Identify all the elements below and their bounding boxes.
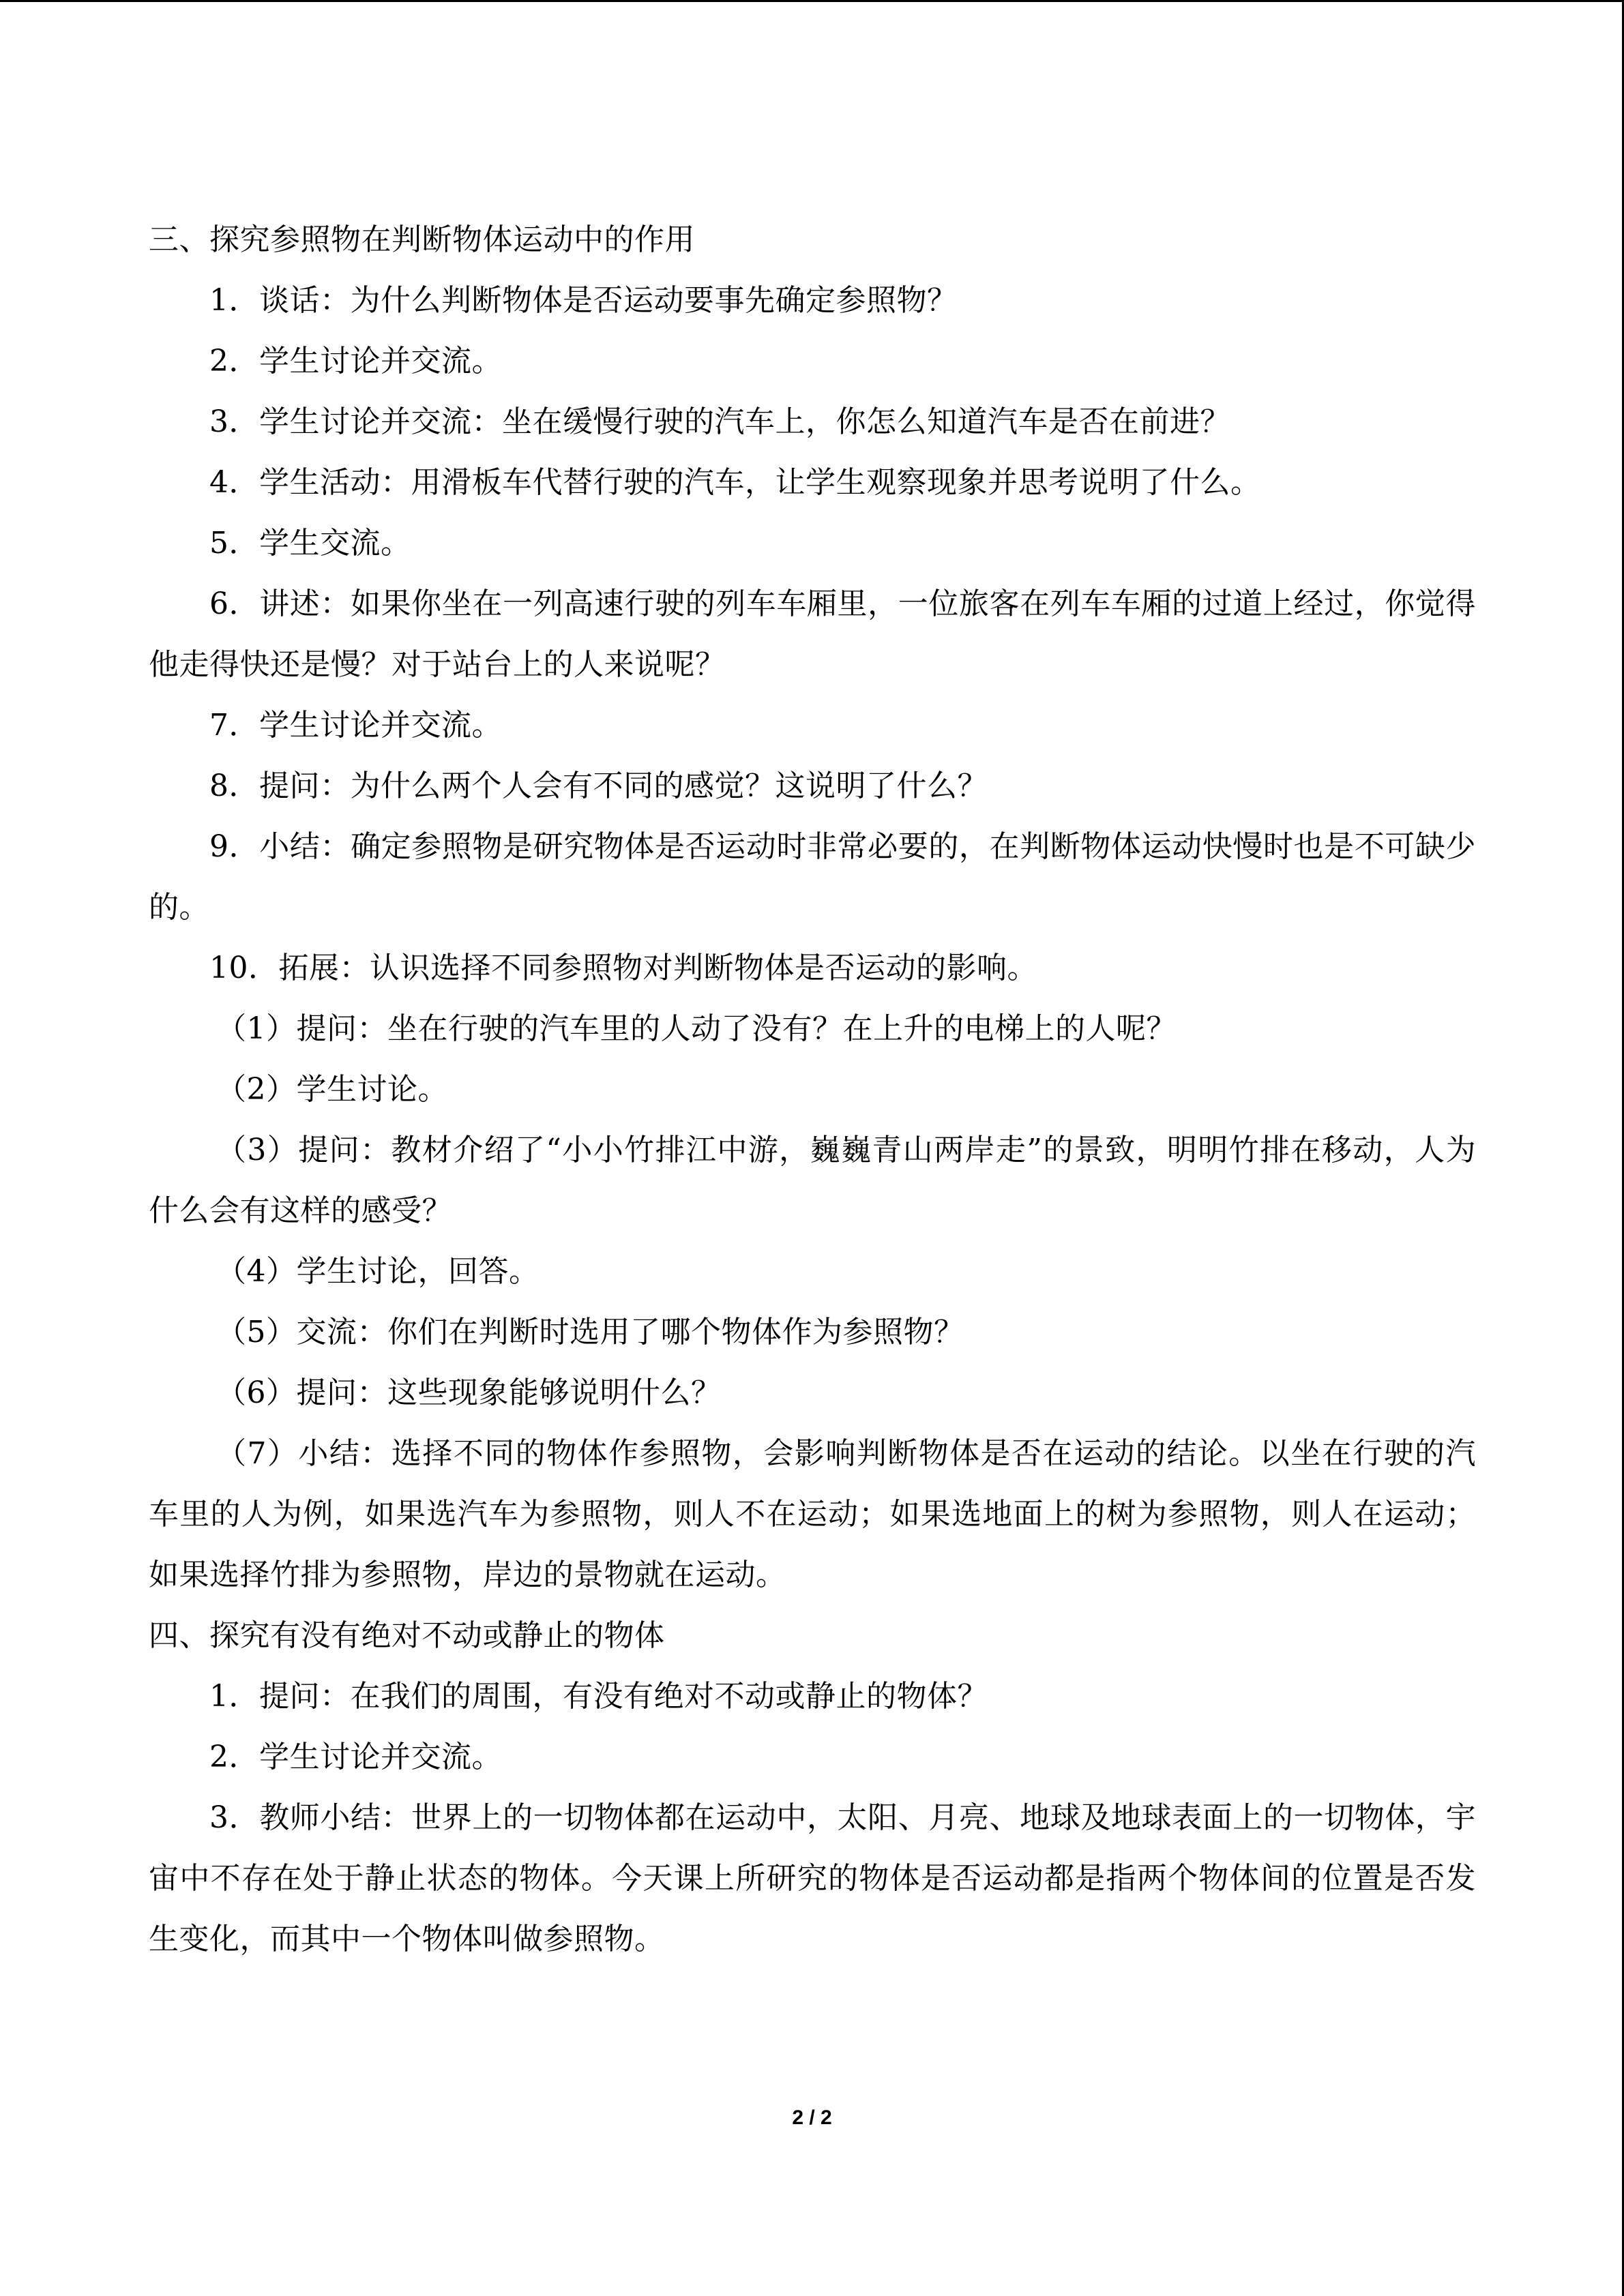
list-item: 4．学生活动：用滑板车代替行驶的汽车，让学生观察现象并思考说明了什么。 [209,465,1261,500]
list-item: 1．提问：在我们的周围，有没有绝对不动或静止的物体？ [209,1679,988,1714]
sub-list-item: （5）交流：你们在判断时选用了哪个物体作为参照物？ [216,1315,964,1350]
list-item: 3．学生讨论并交流：坐在缓慢行驶的汽车上，你怎么知道汽车是否在前进？ [209,404,1230,439]
page-number: 2 / 2 [792,2106,832,2129]
list-item: 5．学生交流。 [209,526,411,561]
sub-list-item: （1）提问：坐在行驶的汽车里的人动了没有？在上升的电梯上的人呢？ [216,1011,1177,1046]
list-item: 10．拓展：认识选择不同参照物对判断物体是否运动的影响。 [209,951,1037,985]
list-item: 9．小结：确定参照物是研究物体是否运动时非常必要的，在判断物体运动快慢时也是不可缺少的。 [149,829,1476,925]
list-item: 7．学生讨论并交流。 [209,708,502,743]
sub-list-item: （6）提问：这些现象能够说明什么？ [216,1375,722,1410]
list-item: 3．教师小结：世界上的一切物体都在运动中，太阳、月亮、地球及地球表面上的一切物体，宇宙中不存在处于静止状态的物体。今天课上所研究的物体是否运动都是指两个物体间的位置是否发生变化，而其中一个物体叫做参照物。 [149,1800,1476,1956]
section-heading-4: 四、探究有没有绝对不动或静止的物体 [149,1618,665,1653]
sub-list-item: （4）学生讨论，回答。 [216,1254,540,1289]
sub-list-item: （7）小结：选择不同的物体作参照物，会影响判断物体是否在运动的结论。以坐在行驶的汽车里的人为例，如果选汽车为参照物，则人不在运动；如果选地面上的树为参照物，则人在运动；如果选择竹排为参照物，岸边的景物就在运动。 [149,1436,1476,1592]
list-item: 8．提问：为什么两个人会有不同的感觉？这说明了什么？ [209,769,988,803]
list-item: 2．学生讨论并交流。 [209,344,502,378]
sub-list-item: （3）提问：教材介绍了“小小竹排江中游，巍巍青山两岸走”的景致，明明竹排在移动，人为什么会有这样的感受？ [149,1133,1476,1228]
sub-list-item: （2）学生讨论。 [216,1072,448,1107]
document-body [149,209,1476,1969]
list-item: 6．讲述：如果你坐在一列高速行驶的列车车厢里，一位旅客在列车车厢的过道上经过，你觉得他走得快还是慢？对于站台上的人来说呢？ [149,586,1476,682]
list-item: 2．学生讨论并交流。 [209,1740,502,1774]
section-heading-3: 三、探究参照物在判断物体运动中的作用 [149,222,695,257]
list-item: 1．谈话：为什么判断物体是否运动要事先确定参照物？ [209,283,958,318]
